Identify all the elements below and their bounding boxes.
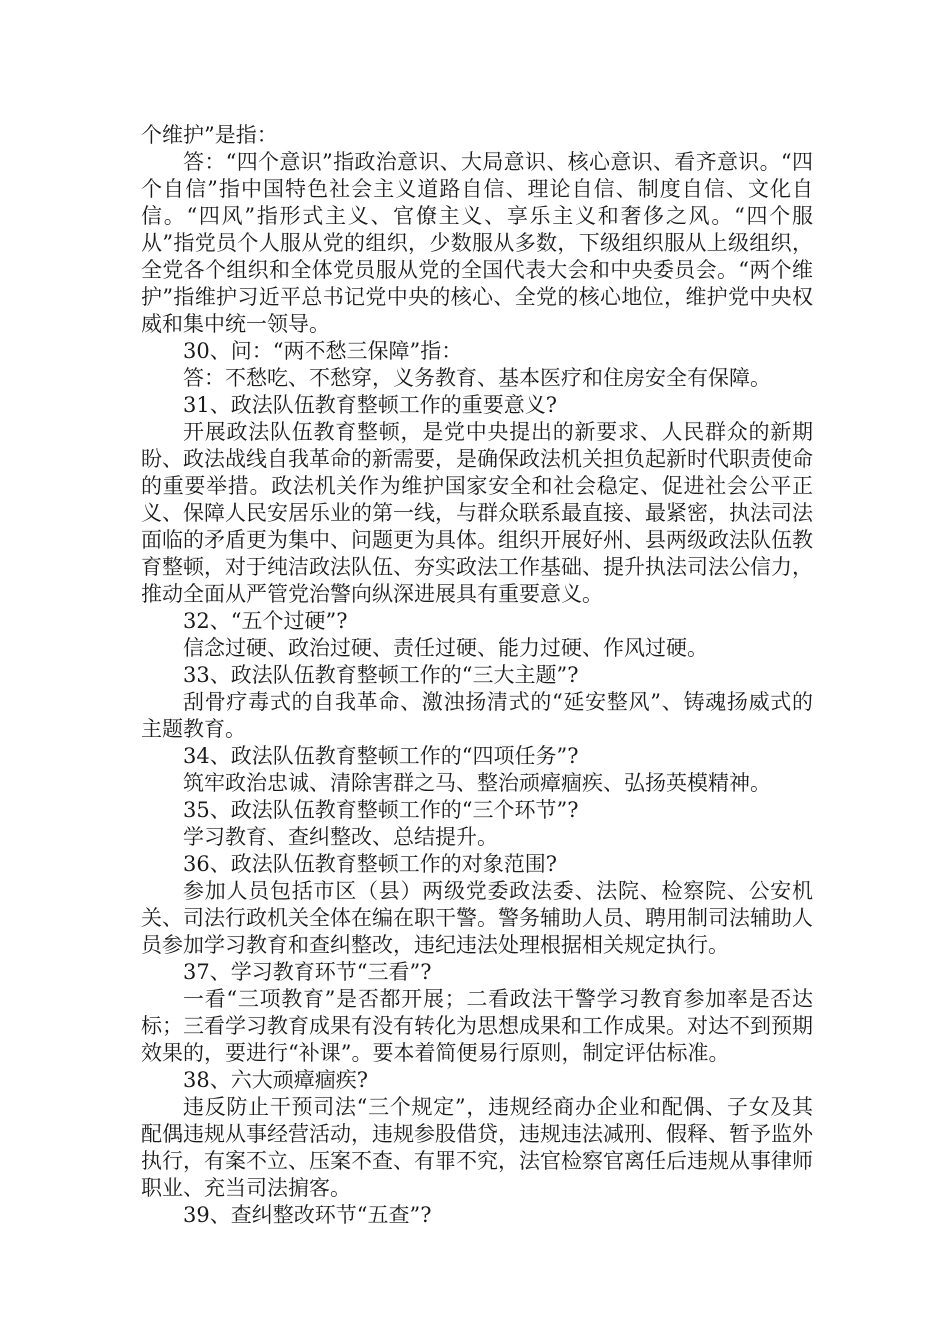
question-heading: 35、政法队伍教育整顿工作的“三个环节”? — [183, 798, 579, 822]
answer-paragraph: 筑牢政治忠诚、清除害群之马、整治顽瘴痼疾、弘扬英模精神。 — [183, 771, 771, 795]
question-heading: 31、政法队伍教育整顿工作的重要意义? — [183, 393, 557, 417]
question-heading: 38、六大顽瘴痼疾? — [183, 1068, 368, 1092]
question-heading: 34、政法队伍教育整顿工作的“四项任务”? — [183, 744, 579, 768]
answer-paragraph: 信念过硬、政治过硬、责任过硬、能力过硬、作风过硬。 — [183, 636, 708, 660]
question-heading: 37、学习教育环节“三看”? — [183, 960, 432, 984]
answer-paragraph: 答：不愁吃、不愁穿，义务教育、基本医疗和住房安全有保障。 — [183, 366, 771, 390]
answer-paragraph: 参加人员包括市区（县）两级党委政法委、法院、检察院、公安机关、司法行政机关全体在编在职干警。警务辅助人员、聘用制司法辅助人员参加学习教育和查纠整改，违纪违法处理根据相关规定执行。 — [141, 879, 813, 957]
answer-paragraph: 刮骨疗毒式的自我革命、激浊扬清式的“延安整风”、铸魂扬威式的主题教育。 — [141, 690, 813, 741]
question-heading: 33、政法队伍教育整顿工作的“三大主题”? — [183, 663, 579, 687]
question-heading: 32、“五个过硬”? — [183, 609, 348, 633]
document-body — [141, 122, 813, 1229]
question-heading: 36、政法队伍教育整顿工作的对象范围? — [183, 852, 557, 876]
question-heading: 39、查纠整改环节“五查”? — [183, 1203, 432, 1227]
answer-paragraph: 开展政法队伍教育整顿，是党中央提出的新要求、人民群众的新期盼、政法战线自我革命的新需要，是确保政法机关担负起新时代职责使命的重要举措。政法机关作为维护国家安全和社会稳定、促进社会公平正义、保障人民安居乐业的第一线，与群众联系最直接、最紧密，执法司法面临的矛盾更为集中、问题更为具体。组织开展好州、县两级政法队伍教育整顿，对于纯洁政法队伍、夯实政法工作基础、提升执法司法公信力，推动全面从严管党治警向纵深进展具有重要意义。 — [141, 420, 813, 606]
answer-paragraph: 一看“三项教育”是否都开展；二看政法干警学习教育参加率是否达标；三看学习教育成果有没有转化为思想成果和工作成果。对达不到预期效果的，要进行“补课”。要本着简便易行原则，制定评估标准。 — [141, 987, 813, 1065]
question-heading: 30、问：“两不愁三保障”指： — [183, 339, 463, 363]
answer-paragraph: 学习教育、查纠整改、总结提升。 — [183, 825, 498, 849]
paragraph-line: 个维护”是指： — [141, 123, 278, 147]
answer-paragraph: 答：“四个意识”指政治意识、大局意识、核心意识、看齐意识。“四个自信”指中国特色社会主义道路自信、理论自信、制度自信、文化自信。“四风”指形式主义、官僚主义、享乐主义和奢侈之风。“四个服从”指党员个人服从党的组织，少数服从多数，下级组织服从上级组织，全党各个组织和全体党员服从党的全国代表大会和中央委员会。“两个维护”指维护习近平总书记党中央的核心、全党的核心地位，维护党中央权威和集中统一领导。 — [141, 150, 813, 336]
answer-paragraph: 违反防止干预司法“三个规定”，违规经商办企业和配偶、子女及其配偶违规从事经营活动，违规参股借贷，违规违法减刑、假释、暂予监外执行，有案不立、压案不查、有罪不究，法官检察官离任后违规从事律师职业、充当司法掮客。 — [141, 1095, 813, 1200]
